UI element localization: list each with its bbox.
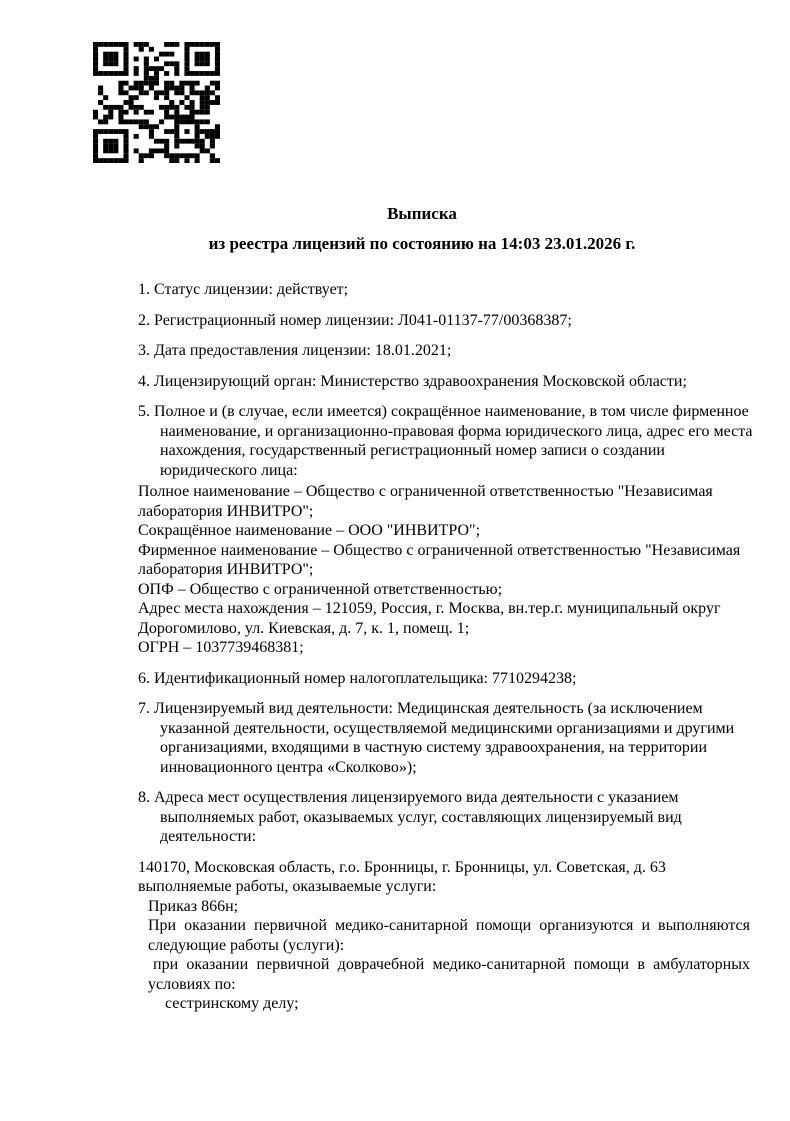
text-line: нахождения, государственный регистрационный номер записи о создании	[160, 442, 665, 459]
license-reg-number	[138, 311, 750, 331]
document-title: Выписка	[387, 204, 457, 223]
document-body	[138, 280, 753, 1014]
text-line: выполняемые работы, оказываемые услуги:	[138, 878, 437, 895]
text-line: указанной деятельности, осуществляемой медицинскими организациями и другими	[160, 719, 735, 737]
text-line: Фирменное наименование – Общество с ограниченной ответственностью "Независимая	[138, 541, 741, 559]
text-line: 5. Полное и (в случае, если имеется) сокращённое наименование, в том числе фирменное	[138, 403, 749, 420]
text-line: Полное наименование – Общество с ограниченной ответственностью "Независимая	[138, 483, 713, 500]
text-line: ОПФ – Общество с ограниченной ответственностью;	[138, 580, 503, 598]
text-line: 7. Лицензируемый вид деятельности: Медицинская деятельность (за исключением	[138, 700, 703, 717]
text-line: Дорогомилово, ул. Киевская, д. 7, к. 1, помещ. 1;	[138, 619, 470, 637]
text-line: 2. Регистрационный номер лицензии: Л041-01137-77/00368387;	[138, 311, 572, 329]
text-line: инновационного центра «Сколково»);	[160, 758, 417, 776]
text-line: Адрес места нахождения – 121059, Россия, г. Москва, вн.тер.г. муниципальный округ	[138, 600, 721, 617]
text-line: следующие работы (услуги):	[148, 936, 345, 954]
licensing-authority	[138, 372, 750, 392]
text-line: 3. Дата предоставления лицензии: 18.01.2021;	[138, 342, 452, 359]
text-line: организациями, входящими в частную систему здравоохранения, на территории	[160, 739, 708, 756]
license-extract	[138, 203, 753, 1014]
text-line: юридического лица:	[160, 461, 298, 479]
address-works-services	[138, 858, 750, 1014]
text-line: выполняемых работ, оказываемых услуг, составляющих лицензируемый вид	[160, 808, 682, 826]
org-names-heading	[138, 402, 753, 480]
text-line: 6. Идентификационный номер налогоплательщика: 7710294238;	[138, 669, 577, 687]
license-grant-date	[138, 341, 750, 361]
text-line: Сокращённое наименование – ООО "ИНВИТРО";	[138, 522, 481, 539]
text-line: при оказании первичной доврачебной медико-санитарной помощи в амбулаторных	[153, 956, 750, 973]
text-line: 4. Лицензирующий орган: Министерство здравоохранения Московской области;	[138, 372, 687, 390]
license-status	[138, 280, 750, 300]
document-header	[138, 203, 750, 255]
activity-addresses-heading	[138, 788, 750, 847]
text-line: деятельности:	[160, 828, 257, 845]
text-line: лаборатория ИНВИТРО";	[138, 561, 314, 578]
licensed-activity	[138, 699, 750, 777]
text-line: 8. Адреса мест осуществления лицензируемого вида деятельности с указанием	[138, 789, 679, 806]
document-subtitle: из реестра лицензий по состоянию на 14:03 23.01.2026 г.	[208, 234, 636, 253]
qr-code	[93, 42, 220, 163]
text-line: 1. Статус лицензии: действует;	[138, 281, 349, 298]
text-line: условиях по:	[148, 975, 236, 993]
text-line: Приказ 866н;	[148, 897, 239, 915]
taxpayer-inn	[138, 669, 750, 689]
org-details	[138, 482, 750, 658]
text-line: ОГРН – 1037739468381;	[138, 639, 304, 656]
text-line: наименование, и организационно-правовая форма юридического лица, адрес его места	[160, 422, 753, 440]
text-line: 140170, Московская область, г.о. Бронницы, г. Бронницы, ул. Советская, д. 63	[138, 858, 666, 876]
text-line: лаборатория ИНВИТРО";	[138, 502, 314, 520]
text-line: При оказании первичной медико-санитарной помощи организуются и выполняются	[148, 917, 750, 934]
text-line: сестринскому делу;	[165, 995, 299, 1012]
